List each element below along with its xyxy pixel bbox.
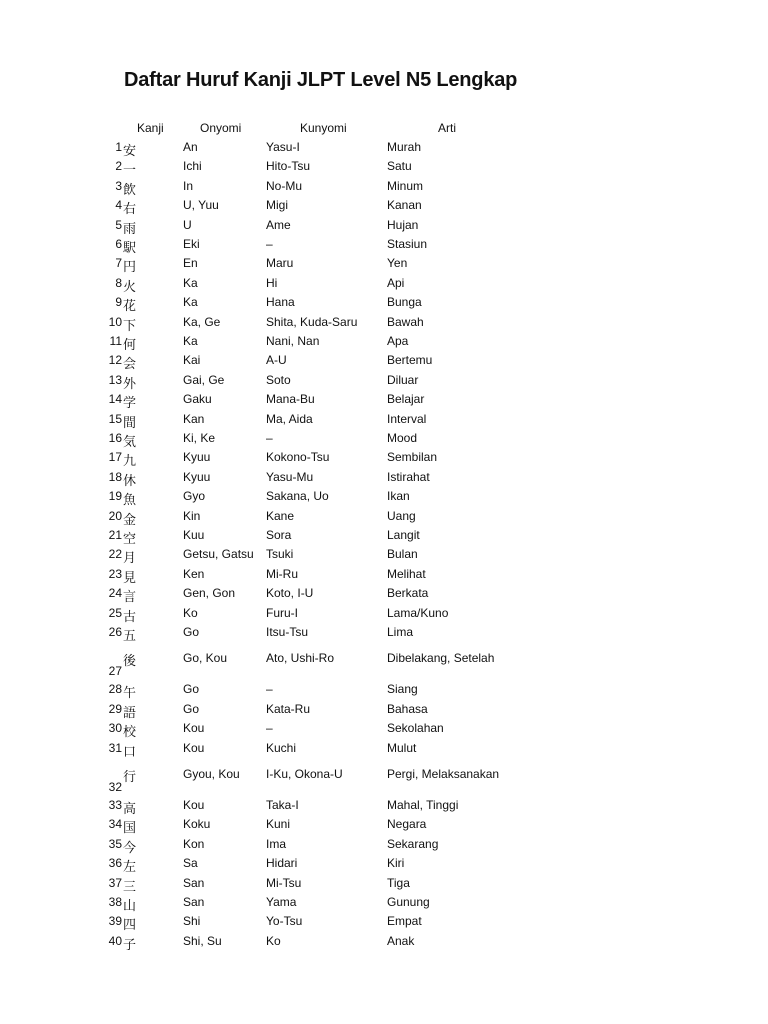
arti-cell: Mood [387, 431, 418, 445]
document-title: Daftar Huruf Kanji JLPT Level N5 Lengkap [124, 69, 518, 91]
row-number: 5 [115, 217, 122, 232]
arti-cell: Bunga [387, 295, 422, 310]
table-row [0, 817, 768, 836]
kanji-cell: 午 [123, 686, 137, 702]
onyomi-cell: Sa [183, 856, 198, 871]
kunyomi-cell: I-Ku, Okona-U [266, 767, 343, 781]
kanji-cell: 古 [123, 609, 137, 625]
kanji-cell: 何 [123, 338, 137, 353]
onyomi-cell: En [183, 256, 198, 271]
row-number: 31 [108, 740, 122, 755]
table-row [0, 567, 768, 586]
arti-cell: Bulan [387, 547, 418, 562]
kunyomi-cell: Kuni [266, 817, 291, 832]
header-onyomi: Onyomi [200, 121, 242, 135]
kanji-cell: 火 [123, 279, 137, 295]
onyomi-cell: Getsu, Gatsu [183, 547, 254, 562]
table-row [0, 528, 768, 547]
table-row [0, 179, 768, 198]
table-row [0, 198, 768, 217]
kanji-cell: 口 [123, 744, 137, 760]
kunyomi-cell: Hana [266, 295, 295, 310]
row-number: 15 [108, 411, 122, 426]
onyomi-cell: Go, Kou [183, 651, 228, 666]
kanji-cell: 休 [123, 473, 137, 489]
table-row [0, 256, 768, 275]
onyomi-cell: Kuu [183, 528, 205, 542]
table-row [0, 798, 768, 817]
arti-cell: Istirahat [387, 469, 430, 484]
onyomi-cell: U [183, 217, 192, 232]
kunyomi-cell: Ko [266, 933, 281, 948]
onyomi-cell: Gyo [183, 489, 206, 504]
kunyomi-cell: Hito-Tsu [266, 159, 311, 174]
table-row [0, 353, 768, 372]
onyomi-cell: Kou [183, 740, 205, 755]
onyomi-cell: Kin [183, 508, 201, 523]
row-number: 24 [108, 586, 122, 601]
kanji-cell: 高 [123, 802, 137, 817]
kanji-cell: 見 [123, 570, 137, 586]
table-row [0, 218, 768, 237]
kunyomi-cell: – [266, 682, 273, 697]
kunyomi-cell: Kane [266, 508, 295, 523]
kanji-cell: 五 [123, 629, 137, 644]
row-number: 27 [108, 664, 122, 679]
arti-cell: Dibelakang, Setelah [387, 651, 495, 666]
header-kanji: Kanji [137, 121, 164, 135]
onyomi-cell: Shi, Su [183, 933, 222, 948]
kunyomi-cell: Tsuki [266, 547, 294, 562]
table-row [0, 159, 768, 178]
row-number: 21 [108, 528, 122, 542]
arti-cell: Anak [387, 933, 415, 948]
kanji-cell: 会 [123, 357, 137, 373]
kunyomi-cell: Ato, Ushi-Ro [266, 651, 335, 666]
arti-cell: Belajar [387, 392, 425, 407]
kanji-cell: 語 [123, 705, 137, 721]
table-row [0, 315, 768, 334]
kanji-cell: 山 [123, 899, 137, 914]
onyomi-cell: Gen, Gon [183, 586, 236, 601]
table-row [0, 489, 768, 508]
kunyomi-cell: A-U [266, 353, 287, 368]
kanji-cell: 三 [123, 879, 137, 895]
onyomi-cell: Ka, Ge [183, 314, 221, 329]
kunyomi-cell: – [266, 721, 273, 736]
table-row [0, 767, 768, 794]
arti-cell: Uang [387, 508, 416, 523]
kunyomi-cell: Yasu-Mu [266, 469, 314, 484]
table-row [0, 856, 768, 875]
row-number: 12 [108, 353, 122, 368]
table-row [0, 721, 768, 740]
kanji-cell: 間 [123, 415, 137, 431]
kanji-cell: 校 [123, 725, 137, 741]
row-number: 28 [108, 682, 122, 697]
row-number: 20 [108, 508, 122, 523]
table-row [0, 702, 768, 721]
arti-cell: Apa [387, 334, 409, 348]
table-row [0, 895, 768, 914]
onyomi-cell: Shi [183, 914, 201, 929]
kunyomi-cell: Mi-Tsu [266, 875, 302, 890]
onyomi-cell: Go [183, 701, 200, 716]
onyomi-cell: Gyou, Kou [183, 767, 240, 781]
arti-cell: Interval [387, 411, 427, 426]
kunyomi-cell: – [266, 431, 273, 445]
kunyomi-cell: Soto [266, 372, 291, 387]
table-row [0, 606, 768, 625]
table-row [0, 470, 768, 489]
table-row [0, 392, 768, 411]
table-row [0, 934, 768, 953]
row-number: 6 [115, 237, 122, 251]
kunyomi-cell: Taka-I [266, 798, 299, 812]
onyomi-cell: San [183, 895, 205, 909]
row-number: 10 [108, 314, 122, 329]
arti-cell: Sekarang [387, 836, 439, 851]
row-number: 36 [108, 856, 122, 871]
arti-cell: Pergi, Melaksanakan [387, 767, 500, 781]
arti-cell: Sembilan [387, 450, 438, 465]
kanji-cell: 左 [123, 860, 137, 876]
onyomi-cell: Ki, Ke [183, 431, 216, 445]
onyomi-cell: Go [183, 625, 200, 639]
onyomi-cell: Gaku [183, 392, 212, 407]
row-number: 25 [108, 605, 122, 620]
onyomi-cell: Kou [183, 798, 205, 812]
kanji-cell: 右 [123, 202, 137, 218]
row-number: 35 [108, 836, 122, 851]
arti-cell: Api [387, 275, 405, 290]
kanji-cell: 飲 [123, 182, 137, 198]
header-kunyomi: Kunyomi [300, 121, 347, 135]
row-number: 37 [108, 875, 122, 890]
row-number: 16 [108, 431, 122, 445]
header-arti: Arti [438, 121, 456, 135]
table-row [0, 373, 768, 392]
table-row [0, 682, 768, 701]
arti-cell: Siang [387, 682, 418, 697]
kunyomi-cell: Sakana, Uo [266, 489, 329, 504]
table-row [0, 547, 768, 566]
arti-cell: Sekolahan [387, 721, 444, 736]
row-number: 14 [108, 392, 122, 407]
kunyomi-cell: Mi-Ru [266, 566, 298, 581]
kunyomi-cell: Kokono-Tsu [266, 450, 330, 465]
kunyomi-cell: Nani, Nan [266, 334, 320, 348]
table-row [0, 334, 768, 353]
arti-cell: Tiga [387, 875, 410, 890]
onyomi-cell: Kan [183, 411, 205, 426]
arti-cell: Minum [387, 178, 424, 193]
kunyomi-cell: Ma, Aida [266, 411, 313, 426]
table-row [0, 509, 768, 528]
onyomi-cell: Kou [183, 721, 205, 736]
arti-cell: Murah [387, 140, 422, 154]
kunyomi-cell: – [266, 237, 273, 251]
kanji-cell: 金 [123, 512, 137, 528]
row-number: 13 [108, 372, 122, 387]
arti-cell: Kanan [387, 198, 422, 213]
onyomi-cell: Ka [183, 334, 198, 348]
kanji-cell: 月 [123, 551, 137, 567]
row-number: 23 [108, 566, 122, 581]
kunyomi-cell: Yo-Tsu [266, 914, 303, 929]
table-row [0, 651, 768, 679]
arti-cell: Bertemu [387, 353, 433, 368]
kunyomi-cell: Kuchi [266, 740, 297, 755]
kunyomi-cell: Sora [266, 528, 292, 542]
onyomi-cell: Ichi [183, 159, 202, 174]
arti-cell: Empat [387, 914, 422, 929]
kanji-cell: 子 [123, 937, 137, 953]
kunyomi-cell: Koto, I-U [266, 586, 314, 601]
table-row [0, 295, 768, 314]
table-row [0, 914, 768, 933]
arti-cell: Yen [387, 256, 408, 271]
onyomi-cell: Eki [183, 237, 200, 251]
table-row [0, 237, 768, 256]
table-row [0, 450, 768, 469]
kunyomi-cell: Maru [266, 256, 294, 271]
kanji-cell: 一 [123, 163, 137, 179]
table-row [0, 741, 768, 760]
kanji-cell: 下 [123, 318, 137, 334]
kunyomi-cell: Ima [266, 836, 287, 851]
row-number: 8 [115, 275, 122, 290]
arti-cell: Melihat [387, 566, 426, 581]
arti-cell: Kiri [387, 856, 405, 871]
kunyomi-cell: Migi [266, 198, 289, 213]
onyomi-cell: Kyuu [183, 450, 211, 465]
kunyomi-cell: Yasu-I [266, 140, 300, 154]
row-number: 33 [108, 798, 122, 812]
kunyomi-cell: Kata-Ru [266, 701, 311, 716]
arti-cell: Gunung [387, 895, 430, 909]
row-number: 32 [108, 780, 122, 794]
table-row [0, 876, 768, 895]
onyomi-cell: An [183, 140, 198, 154]
kunyomi-cell: No-Mu [266, 178, 303, 193]
kunyomi-cell: Hidari [266, 856, 298, 871]
row-number: 22 [108, 547, 122, 562]
onyomi-cell: Gai, Ge [183, 372, 225, 387]
arti-cell: Bawah [387, 314, 424, 329]
onyomi-cell: Go [183, 682, 200, 697]
onyomi-cell: Ka [183, 275, 198, 290]
kanji-cell: 外 [123, 376, 137, 392]
kanji-cell: 魚 [123, 493, 137, 509]
kunyomi-cell: Yama [266, 895, 297, 909]
onyomi-cell: Kyuu [183, 469, 211, 484]
table-row [0, 837, 768, 856]
row-number: 30 [108, 721, 122, 736]
kanji-cell: 四 [123, 918, 137, 934]
table-row [0, 586, 768, 605]
kanji-cell: 雨 [123, 221, 137, 237]
arti-cell: Negara [387, 817, 427, 832]
row-number: 39 [108, 914, 122, 929]
row-number: 1 [115, 140, 122, 154]
arti-cell: Mulut [387, 740, 417, 755]
table-row [0, 276, 768, 295]
row-number: 17 [108, 450, 122, 465]
arti-cell: Berkata [387, 586, 429, 601]
row-number: 29 [108, 701, 122, 716]
arti-cell: Diluar [387, 372, 419, 387]
arti-cell: Satu [387, 159, 412, 174]
kanji-cell: 言 [123, 590, 137, 606]
kunyomi-cell: Furu-I [266, 605, 299, 620]
arti-cell: Mahal, Tinggi [387, 798, 459, 812]
onyomi-cell: In [183, 178, 194, 193]
row-number: 38 [108, 895, 122, 909]
table-row [0, 140, 768, 159]
onyomi-cell: Ko [183, 605, 198, 620]
kunyomi-cell: Hi [266, 275, 278, 290]
row-number: 26 [108, 625, 122, 639]
arti-cell: Langit [387, 528, 420, 542]
onyomi-cell: Ken [183, 566, 205, 581]
arti-cell: Hujan [387, 217, 419, 232]
kanji-cell: 空 [123, 532, 137, 547]
arti-cell: Lama/Kuno [387, 605, 449, 620]
row-number: 34 [108, 817, 122, 832]
onyomi-cell: San [183, 875, 205, 890]
row-number: 40 [108, 933, 122, 948]
kunyomi-cell: Ame [266, 217, 291, 232]
row-number: 19 [108, 489, 122, 504]
onyomi-cell: U, Yuu [183, 198, 219, 213]
kunyomi-cell: Itsu-Tsu [266, 625, 309, 639]
kanji-cell: 花 [123, 299, 137, 315]
arti-cell: Stasiun [387, 237, 428, 251]
table-row [0, 431, 768, 450]
onyomi-cell: Kai [183, 353, 201, 368]
table-row [0, 412, 768, 431]
arti-cell: Ikan [387, 489, 410, 504]
row-number: 11 [109, 334, 122, 348]
kanji-cell: 学 [123, 396, 137, 412]
kanji-cell: 国 [123, 821, 137, 837]
onyomi-cell: Kon [183, 836, 205, 851]
kanji-cell: 円 [123, 260, 137, 276]
kanji-cell: 気 [123, 435, 137, 450]
row-number: 18 [108, 469, 122, 484]
onyomi-cell: Ka [183, 295, 198, 310]
onyomi-cell: Koku [183, 817, 211, 832]
kunyomi-cell: Mana-Bu [266, 392, 315, 407]
kanji-cell: 後 [123, 654, 137, 670]
kanji-cell: 九 [123, 454, 137, 470]
kunyomi-cell: Shita, Kuda-Saru [266, 314, 358, 329]
kanji-cell: 行 [123, 770, 137, 785]
row-number: 9 [115, 295, 122, 310]
arti-cell: Bahasa [387, 701, 428, 716]
table-row [0, 625, 768, 644]
row-number: 4 [115, 198, 122, 213]
kanji-cell: 今 [123, 840, 137, 856]
row-number: 3 [115, 178, 122, 193]
row-number: 7 [115, 256, 122, 271]
row-number: 2 [115, 159, 122, 174]
arti-cell: Lima [387, 625, 414, 639]
kanji-cell: 駅 [123, 241, 137, 256]
kanji-cell: 安 [123, 144, 137, 159]
